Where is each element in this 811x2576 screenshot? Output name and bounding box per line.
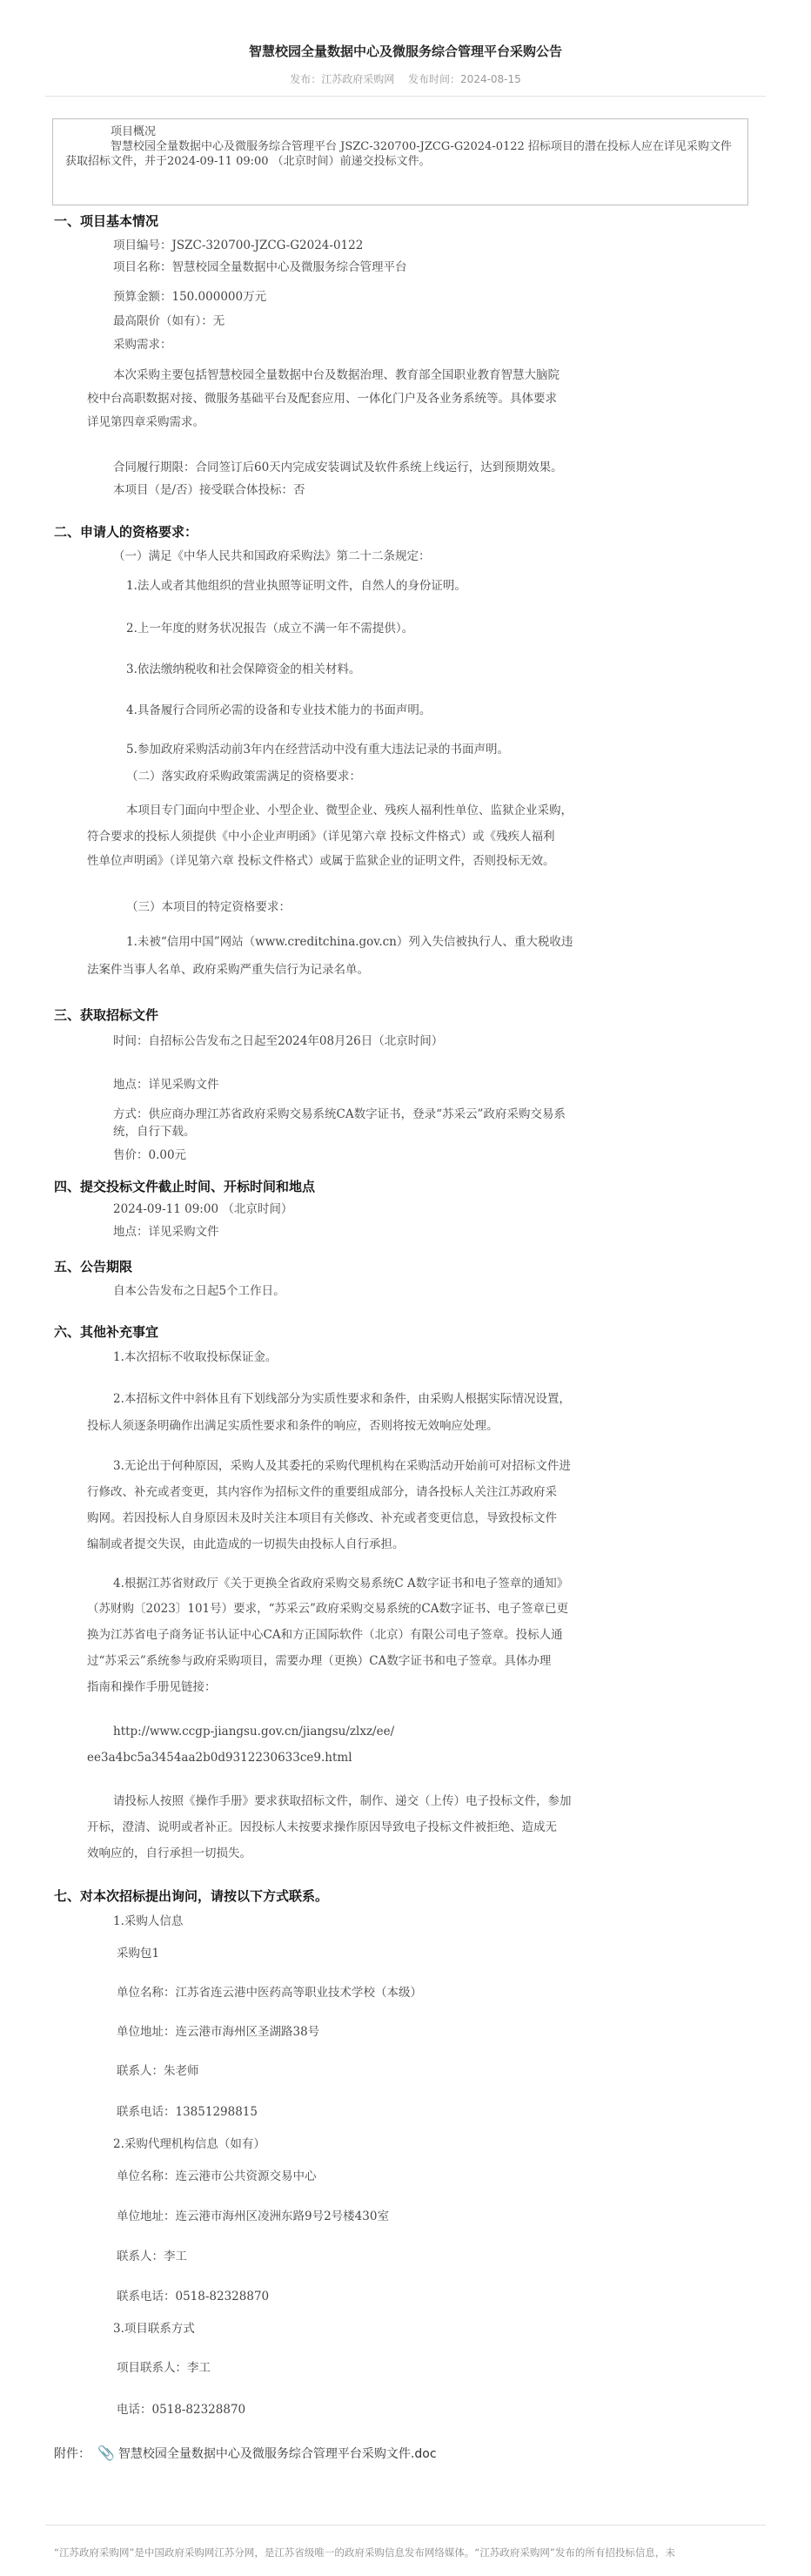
s6-line: 过“苏采云”系统参与政府采购项目，需要办理（更换）CA数字证书和电子签章。具体办理 (87, 1654, 552, 1668)
publish-meta (0, 71, 811, 86)
s7-line: 联系电话：13851298815 (117, 2105, 258, 2119)
s2-line: （二）落实政府采购政策需满足的资格要求： (126, 770, 361, 784)
paperclip-icon: 📎 (97, 2445, 115, 2461)
section-heading-7: 七、对本次招标提出询问，请按以下方式联系。 (54, 1888, 329, 1904)
s2-line: 法案件当事人名单、政府采购严重失信行为记录名单。 (87, 963, 369, 977)
s2-line: 4.具备履行合同所必需的设备和专业技术能力的书面声明。 (126, 703, 432, 717)
section-heading-5: 五、公告期限 (54, 1259, 133, 1275)
s4-line: 地点：详见采购文件 (113, 1225, 219, 1239)
s1-line: 项目名称：智慧校园全量数据中心及微服务综合管理平台 (113, 260, 407, 274)
attachment-label: 附件： (54, 2447, 90, 2461)
section-heading-3: 三、获取招标文件 (54, 1007, 159, 1023)
s6-line: 换为江苏省电子商务证书认证中心CA和方正国际软件（北京）有限公司电子签章。投标人通 (87, 1628, 563, 1642)
section-heading-1: 一、项目基本情况 (54, 213, 159, 229)
publish-time: 发布时间：2024-08-15 (408, 73, 521, 85)
overview-heading: 项目概况 (111, 125, 157, 138)
s6-line: 2.本招标文件中斜体且有下划线部分为实质性要求和条件，由采购人根据实际情况设置， (113, 1392, 571, 1406)
s3-line: 方式：供应商办理江苏省政府采购交易系统CA数字证书，登录“苏采云”政府采购交易系 (113, 1107, 566, 1121)
s2-line: 3.依法缴纳税收和社会保障资金的相关材料。 (126, 662, 361, 676)
header-divider (45, 96, 766, 97)
section-heading-4: 四、提交投标文件截止时间、开标时间和地点 (54, 1179, 316, 1194)
s6-line: 开标，澄清、说明或者补正。因投标人未按要求操作原因导致电子投标文件被拒绝、造成无 (87, 1820, 557, 1834)
s2-line: 符合要求的投标人须提供《中小企业声明函》（详见第六章 投标文件格式）或《残疾人福利 (87, 830, 555, 844)
s3-line: 地点：详见采购文件 (113, 1078, 219, 1092)
page-title: 智慧校园全量数据中心及微服务综合管理平台采购公告 (248, 44, 562, 59)
s7-line: 单位名称：连云港市公共资源交易中心 (117, 2169, 317, 2183)
s2-line: 本项目专门面向中型企业、小型企业、微型企业、残疾人福利性单位、监狱企业采购， (126, 804, 573, 817)
s6-line: 编制或者提交失误，由此造成的一切损失由投标人自行承担。 (87, 1537, 405, 1551)
s6-line: 行修改、补充或者变更，其内容作为招标文件的重要组成部分，请各投标人关注江苏政府采 (87, 1485, 557, 1499)
s2-line: 1.法人或者其他组织的营业执照等证明文件，自然人的身份证明。 (126, 579, 466, 593)
s6-link-url: ee3a4bc5a3454aa2b0d9312230633ce9.html (87, 1751, 352, 1765)
section-heading-6: 六、其他补充事宜 (54, 1324, 159, 1340)
s6-line: （苏财购〔2023〕101号）要求，“苏采云”政府采购交易系统的CA数字证书、电子签章已更 (87, 1602, 569, 1616)
s6-line: 投标人须逐条明确作出满足实质性要求和条件的响应，否则将按无效响应处理。 (87, 1419, 499, 1433)
s7-line: 单位地址：连云港市海州区凌洲东路9号2号楼430室 (117, 2209, 389, 2223)
s2-line: 1.未被“信用中国”网站（www.creditchina.gov.cn）列入失信被执行人、重大税收违 (126, 935, 573, 949)
s1-line: 项目编号：JSZC-320700-JZCG-G2024-0122 (113, 239, 364, 252)
overview-body: 智慧校园全量数据中心及微服务综合管理平台 JSZC-320700-JZCG-G2024-0122 招标项目的潜在投标人应在详见采购文件 获取招标文件，并于2024-09-11 09:00 （北京时间）前递交投标文件。 (65, 140, 732, 168)
s7-line: 3.项目联系方式 (113, 2322, 195, 2336)
s6-line: 4.根据江苏省财政厅《关于更换全省政府采购交易系统C A数字证书和电子签章的通知》 (113, 1577, 569, 1591)
s2-line: （三）本项目的特定资格要求： (126, 900, 291, 914)
s6-line: 3.无论出于何种原因，采购人及其委托的采购代理机构在采购活动开始前可对招标文件进 (113, 1459, 571, 1473)
s6-link-url: http://www.ccgp-jiangsu.gov.cn/jiangsu/zlxz/ee/ (113, 1725, 395, 1739)
s7-line: 单位名称：江苏省连云港中医药高等职业技术学校（本级） (117, 1986, 422, 2000)
section-heading-2: 二、申请人的资格要求： (54, 524, 198, 540)
s2-line: （一）满足《中华人民共和国政府采购法》第二十二条规定： (113, 549, 431, 563)
s7-line: 联系电话：0518-82328870 (117, 2290, 270, 2304)
s4-line: 2024-09-11 09:00 （北京时间） (113, 1202, 293, 1216)
s1-line: 本项目（是/否）接受联合体投标：否 (113, 483, 305, 497)
s1-line: 最高限价（如有）：无 (113, 314, 225, 328)
s7-line: 电话：0518-82328870 (117, 2403, 246, 2417)
s6-line: 1.本次招标不收取投标保证金。 (113, 1350, 278, 1364)
s7-line: 采购包1 (117, 1947, 160, 1961)
s1-line: 预算金额：150.000000万元 (113, 290, 267, 304)
s6-line: 购网。若因投标人自身原因未及时关注本项目有关修改、补充或者变更信息，导致投标文件 (87, 1511, 557, 1525)
s7-line: 单位地址：连云港市海州区圣湖路38号 (117, 2025, 320, 2039)
s7-line: 项目联系人：李工 (117, 2361, 211, 2375)
s6-line: 效响应的，自行承担一切损失。 (87, 1846, 251, 1860)
s6-line: 指南和操作手册见链接： (87, 1680, 217, 1694)
footer-notice: “江苏政府采购网”是中国政府采购网江苏分网，是江苏省级唯一的政府采购信息发布网络媒体。“江苏政府采购网”发布的所有招投标信息，未 (54, 2546, 675, 2559)
s5-line: 自本公告发布之日起5个工作日。 (113, 1284, 285, 1298)
s2-line: 5.参加政府采购活动前3年内在经营活动中没有重大违法记录的书面声明。 (126, 743, 509, 757)
s1-line: 校中台高职数据对接、微服务基础平台及配套应用、一体化门户及各业务系统等。具体要求 (87, 392, 557, 406)
s1-line: 本次采购主要包括智慧校园全量数据中台及数据治理、教育部全国职业教育智慧大脑院 (113, 368, 560, 382)
s3-line: 售价：0.00元 (113, 1148, 187, 1162)
publisher: 发布：江苏政府采购网 (290, 73, 395, 85)
s3-line: 统，自行下载。 (113, 1125, 196, 1139)
s1-line: 详见第四章采购需求。 (87, 415, 204, 429)
s2-line: 性单位声明函》（详见第六章 投标文件格式）或属于监狱企业的证明文件，否则投标无效。 (87, 854, 555, 868)
s7-line: 联系人：李工 (117, 2250, 187, 2263)
overview-box (52, 118, 748, 205)
s7-line: 1.采购人信息 (113, 1914, 184, 1928)
s1-line: 采购需求： (113, 338, 172, 352)
s7-line: 联系人：朱老师 (117, 2064, 199, 2078)
attachment-row (54, 2445, 437, 2462)
s3-line: 时间：自招标公告发布之日起至2024年08月26日（北京时间） (113, 1034, 444, 1048)
footer-divider (45, 2525, 766, 2526)
s1-line: 合同履行期限：合同签订后60天内完成安装调试及软件系统上线运行，达到预期效果。 (113, 461, 563, 474)
s2-line: 2.上一年度的财务状况报告（成立不满一年不需提供）。 (126, 622, 414, 636)
s7-line: 2.采购代理机构信息（如有） (113, 2137, 265, 2151)
s6-line: 请投标人按照《操作手册》要求获取招标文件，制作、递交（上传）电子投标文件，参加 (113, 1794, 572, 1808)
attachment-file-link[interactable]: 智慧校园全量数据中心及微服务综合管理平台采购文件.doc (117, 2447, 437, 2461)
